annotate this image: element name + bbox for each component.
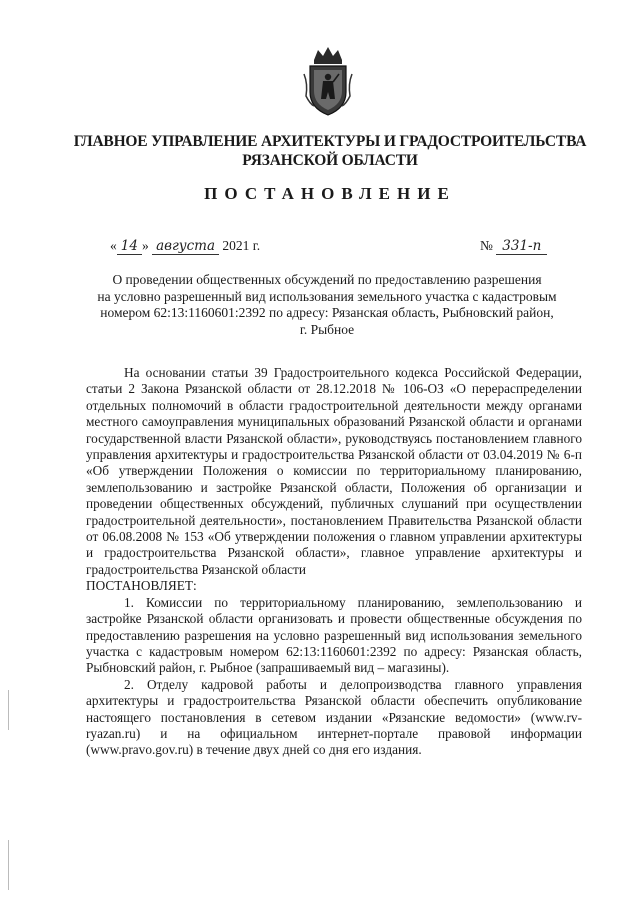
- document-type-heading: ПОСТАНОВЛЕНИЕ: [204, 184, 456, 203]
- document-number: 331-п: [496, 238, 547, 255]
- date-day: 14: [117, 238, 142, 255]
- document-subject: [92, 272, 562, 338]
- preamble-paragraph: На основании статьи 39 Градостроительного кодекса Российской Федерации, статьи 2 Закона Рязанской области от 28.12.2018 № 106-ОЗ «О перераспределении отдельных полномочий в области градостроительной деятельности между органами местного самоуправления муниципальных образований Рязанской области и органами государственной власти Рязанской области», руководствуясь постановлением главного управления архитектуры и градостроительства Рязанской области от 03.04.2019 № 6-п «Об утверждении Положения о комиссии по территориальному планированию, землепользованию и застройке Рязанской области, Положения об организации и проведении общественных обсуждений, публичных слушаний при осуществлении градостроительной деятельности», постановлением Правительства Рязанской области от 06.08.2008 № 153 «Об утверждении положения о главном управлении архитектуры и градостроительства Рязанской области», главное управление архитектуры и градостроительства Рязанской области: [86, 365, 582, 577]
- decree-word: ПОСТАНОВЛЯЕТ:: [86, 578, 197, 594]
- document-body: [86, 365, 582, 759]
- date-open-quote: «: [110, 238, 117, 253]
- date-line: [110, 238, 260, 254]
- date-year: 2021 г.: [222, 238, 261, 253]
- document-number-line: [480, 238, 547, 254]
- scan-margin-mark: [8, 690, 9, 730]
- item-2-paragraph: 2. Отделу кадровой работы и делопроизводства главного управления архитектуры и градостроительства Рязанской области обеспечить опубликование настоящего постановления в сетевом издании «Рязанские ведомости» (www.rv-ryazan.ru) и на официальном интернет-портале правовой информации (www.pravo.gov.ru) в течение двух дней со дня его издания.: [86, 676, 582, 758]
- organization-title-line-2: РЯЗАНСКОЙ ОБЛАСТИ: [242, 152, 418, 169]
- number-sign: №: [480, 238, 493, 253]
- date-close-quote: »: [141, 238, 149, 253]
- date-month: августа: [152, 238, 219, 255]
- organization-title-line-1: ГЛАВНОЕ УПРАВЛЕНИЕ АРХИТЕКТУРЫ И ГРАДОСТРОИТЕЛЬСТВА: [73, 133, 587, 150]
- item-1-paragraph: 1. Комиссии по территориальному планированию, землепользованию и застройке Рязанской области организовать и провести общественные обсуждения по предоставлению разрешения на условно разрешенный вид использования земельного участка с кадастровым номером 62:13:1160601:2392 по адресу: Рязанская область, Рыбновский район, г. Рыбное (запрашиваемый вид – магазины).: [86, 594, 582, 676]
- organization-title: [60, 132, 600, 170]
- subject-line-2: на условно разрешенный вид использования земельного участка с кадастровым: [97, 288, 557, 304]
- subject-line-1: О проведении общественных обсуждений по предоставлению разрешения: [112, 272, 542, 287]
- subject-line-3: номером 62:13:1160601:2392 по адресу: Рязанская область, Рыбновский район,: [100, 305, 554, 320]
- subject-line-4: г. Рыбное: [299, 321, 355, 337]
- ryazan-coat-of-arms-icon: [300, 44, 356, 118]
- scan-margin-mark: [8, 840, 9, 890]
